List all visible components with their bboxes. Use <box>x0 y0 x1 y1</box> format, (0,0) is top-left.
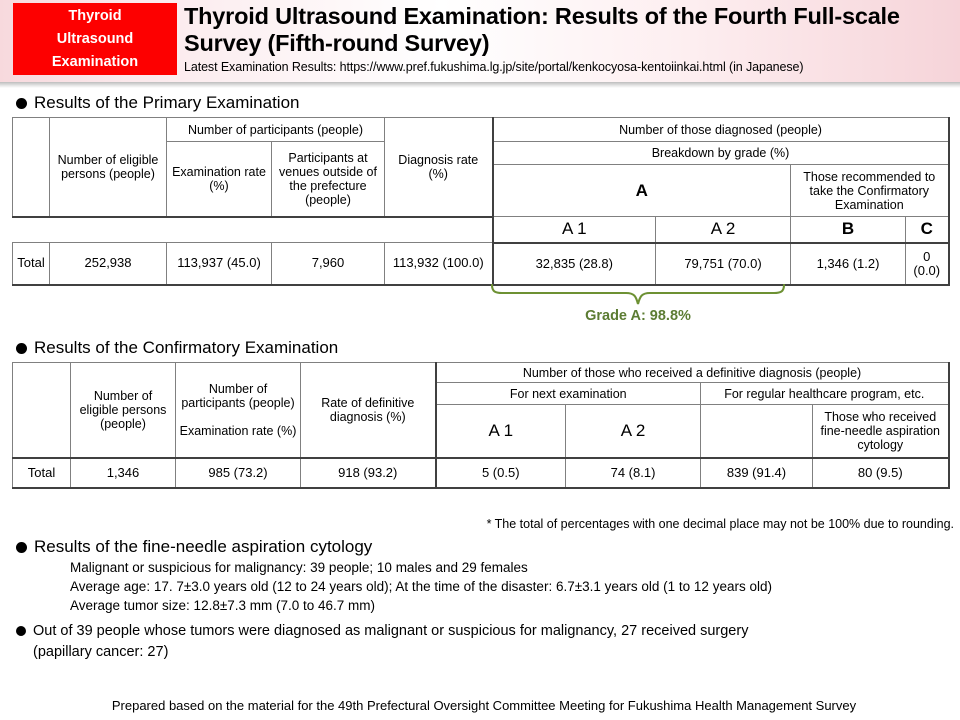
t2-head-next-exam: For next examination <box>436 383 701 405</box>
t1-head-grade-a: A <box>493 165 791 217</box>
t2-head-eligible: Number of eligible persons (people) <box>71 363 176 458</box>
t1-head-a1: A 1 <box>493 217 656 243</box>
t1-spacer-1 <box>13 217 50 243</box>
t2-head-regular-blank <box>701 405 813 458</box>
bullet-icon <box>16 626 26 636</box>
t2-head-definitive-rate: Rate of definitive diagnosis (%) <box>301 363 436 458</box>
t1-head-b: B <box>791 217 906 243</box>
badge-line-3: Examination <box>51 53 139 70</box>
t1-cell-a1: 32,835 (28.8) <box>493 243 656 285</box>
t1-spacer-3 <box>167 217 272 243</box>
t1-head-participants: Number of participants (people) <box>167 118 385 142</box>
section-heading-primary-label: Results of the Primary Examination <box>34 93 300 112</box>
t2-corner-cell <box>13 363 71 458</box>
t2-head-a1: A 1 <box>436 405 566 458</box>
fnac-detail-line-2: Average age: 17. 7±3.0 years old (12 to 24 years old); At the time of the disaster: 6.7±3.1 years old (1 to 12 years old) <box>70 579 772 594</box>
bullet-icon <box>16 98 27 109</box>
t2-cell-fnac: 80 (9.5) <box>813 458 949 488</box>
t2-head-regular-care: For regular healthcare program, etc. <box>701 383 949 405</box>
section-heading-confirmatory-label: Results of the Confirmatory Examination <box>34 338 339 357</box>
t1-cell-exam-rate: 113,937 (45.0) <box>167 243 272 285</box>
t1-spacer-5 <box>385 217 493 243</box>
table-row <box>13 458 949 488</box>
header-banner <box>0 0 960 82</box>
t2-cell-a1: 5 (0.5) <box>436 458 566 488</box>
t2-head-exam-rate-label: Examination rate (%) <box>179 423 297 438</box>
section-heading-confirmatory <box>16 338 338 358</box>
t1-corner-cell <box>13 118 50 217</box>
t1-cell-b: 1,346 (1.2) <box>791 243 906 285</box>
t1-row-label: Total <box>13 243 50 285</box>
source-footer: Prepared based on the material for the 49th Prefectural Oversight Committee Meeting for Fukushima Health Management Survey <box>111 698 857 713</box>
t2-head-fnac: Those who received fine-needle aspiration cytology <box>813 405 949 458</box>
t1-head-outside-venues: Participants at venues outside of the prefecture (people) <box>272 142 385 217</box>
t1-cell-eligible: 252,938 <box>50 243 167 285</box>
t2-head-participants-label: Number of participants (people) <box>181 381 295 410</box>
fnac-detail-line-1: Malignant or suspicious for malignancy: 39 people; 10 males and 29 females <box>70 560 528 575</box>
table-row <box>13 243 949 285</box>
t2-head-participants <box>176 363 301 458</box>
banner-shadow <box>0 82 960 88</box>
section-heading-fnac <box>16 537 372 557</box>
badge-line-2: Ultrasound <box>56 30 134 47</box>
t2-cell-exam-rate: 985 (73.2) <box>176 458 301 488</box>
page-title: Thyroid Ultrasound Examination: Results of the Fourth Full-scale Survey (Fifth-round Survey) <box>184 3 900 56</box>
t2-head-a2: A 2 <box>566 405 701 458</box>
t2-head-definitive: Number of those who received a definitive diagnosis (people) <box>436 363 949 383</box>
rounding-note: * The total of percentages with one decimal place may not be 100% due to rounding. <box>486 517 954 531</box>
t1-head-diagnosed: Number of those diagnosed (people) <box>493 118 949 142</box>
surgery-summary <box>16 621 946 663</box>
t1-head-eligible: Number of eligible persons (people) <box>50 118 167 217</box>
t2-cell-eligible: 1,346 <box>71 458 176 488</box>
surgery-summary-line-1: Out of 39 people whose tumors were diagnosed as malignant or suspicious for malignancy, 27 received surgery <box>33 623 749 639</box>
title-block <box>184 0 956 75</box>
bullet-icon <box>16 542 27 553</box>
page-subtitle: Latest Examination Results: https://www.pref.fukushima.lg.jp/site/portal/kenkocyosa-kentoiinkai.html (in Japanese) <box>184 60 804 74</box>
t1-head-a2: A 2 <box>656 217 791 243</box>
t1-cell-diagnosis-rate: 113,932 (100.0) <box>385 243 493 285</box>
t2-cell-regular-care: 839 (91.4) <box>701 458 813 488</box>
t1-head-breakdown: Breakdown by grade (%) <box>493 142 949 165</box>
fnac-detail-line-3: Average tumor size: 12.8±7.3 mm (7.0 to 46.7 mm) <box>70 598 376 613</box>
t1-spacer-2 <box>50 217 167 243</box>
bullet-icon <box>16 343 27 354</box>
t1-head-diagnosis-rate: Diagnosis rate (%) <box>385 118 493 217</box>
t1-head-c: C <box>906 217 949 243</box>
t1-cell-a2: 79,751 (70.0) <box>656 243 791 285</box>
t1-head-exam-rate: Examination rate (%) <box>167 142 272 217</box>
t2-cell-definitive-rate: 918 (93.2) <box>301 458 436 488</box>
primary-examination-table <box>12 117 950 286</box>
t2-cell-a2: 74 (8.1) <box>566 458 701 488</box>
grade-a-annotation-label: Grade A: 98.8% <box>585 308 691 324</box>
t1-cell-c: 0 (0.0) <box>906 243 949 285</box>
t1-spacer-4 <box>272 217 385 243</box>
surgery-summary-line-2: (papillary cancer: 27) <box>33 644 169 660</box>
thyroid-badge <box>13 3 177 75</box>
t2-row-label: Total <box>13 458 71 488</box>
section-heading-fnac-label: Results of the fine-needle aspiration cytology <box>34 537 373 556</box>
confirmatory-examination-table <box>12 362 950 489</box>
t1-head-recommended: Those recommended to take the Confirmatory Examination <box>791 165 949 217</box>
section-heading-primary <box>16 93 300 113</box>
t1-cell-outside-venues: 7,960 <box>272 243 385 285</box>
grade-a-brace <box>490 284 786 306</box>
badge-line-1: Thyroid <box>68 7 122 24</box>
